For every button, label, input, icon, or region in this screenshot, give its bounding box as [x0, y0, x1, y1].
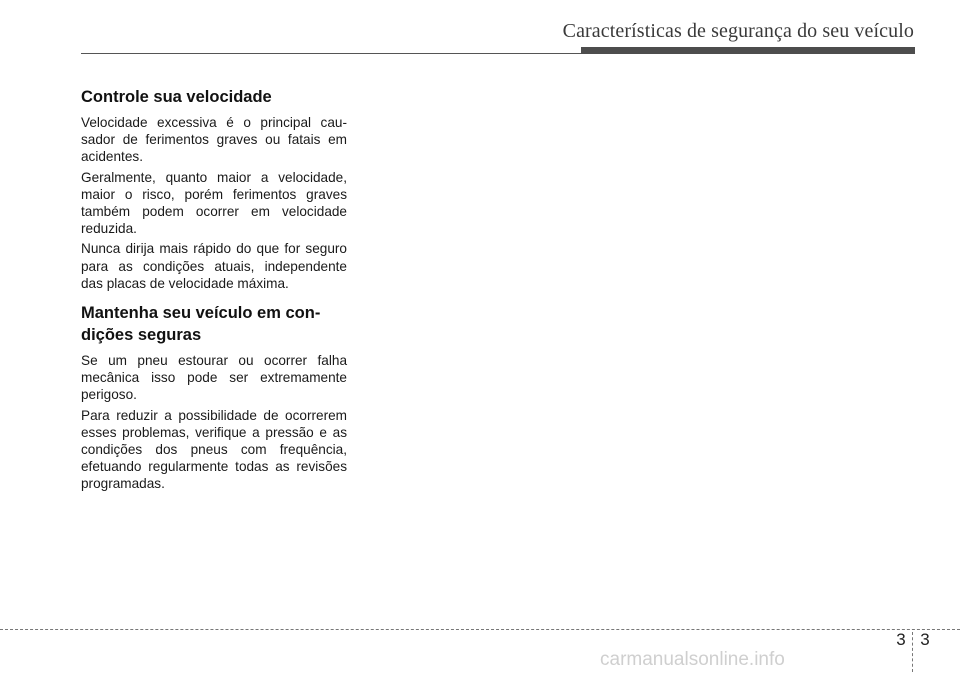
paragraph-vehicle-1: Se um pneu estourar ou ocorrer falha mecânica isso pode ser extremamente perigoso. [81, 353, 347, 403]
page-number-value: 3 [920, 630, 930, 649]
running-header-title: Características de segurança do seu veículo [562, 20, 914, 42]
section-vehicle-condition [81, 302, 347, 493]
section-heading-speed: Controle sua velocidade [81, 88, 272, 106]
watermark-text: carmanualsonline.info [600, 649, 785, 670]
chapter-number: 3 [896, 630, 906, 649]
section-heading-vehicle: Mantenha seu veículo em condições seguras [81, 304, 321, 345]
paragraph-speed-3: Nunca dirija mais rápido do que for seguro para as condições atuais, independente das placas de velocidade máxima. [81, 241, 347, 291]
main-text-column [81, 86, 347, 496]
paragraph-vehicle-2: Para reduzir a possibilidade de ocorrerem esses problemas, verifique a pressão e as condições dos pneus com frequência, efetuando regularmente todas as revisões programadas. [81, 407, 347, 492]
paragraph-speed-2: Geralmente, quanto maior a velocidade, maior o risco, porém ferimentos graves também podem ocorrer em velocidade reduzida. [81, 169, 347, 237]
header-accent-bar [581, 47, 915, 54]
header-rule-divider [81, 53, 581, 54]
footer-dashed-rule [0, 629, 960, 630]
section-speed-control [81, 86, 347, 292]
paragraph-speed-1: Velocidade excessiva é o principal causador de ferimentos graves ou fatais em acidentes. [81, 115, 347, 165]
